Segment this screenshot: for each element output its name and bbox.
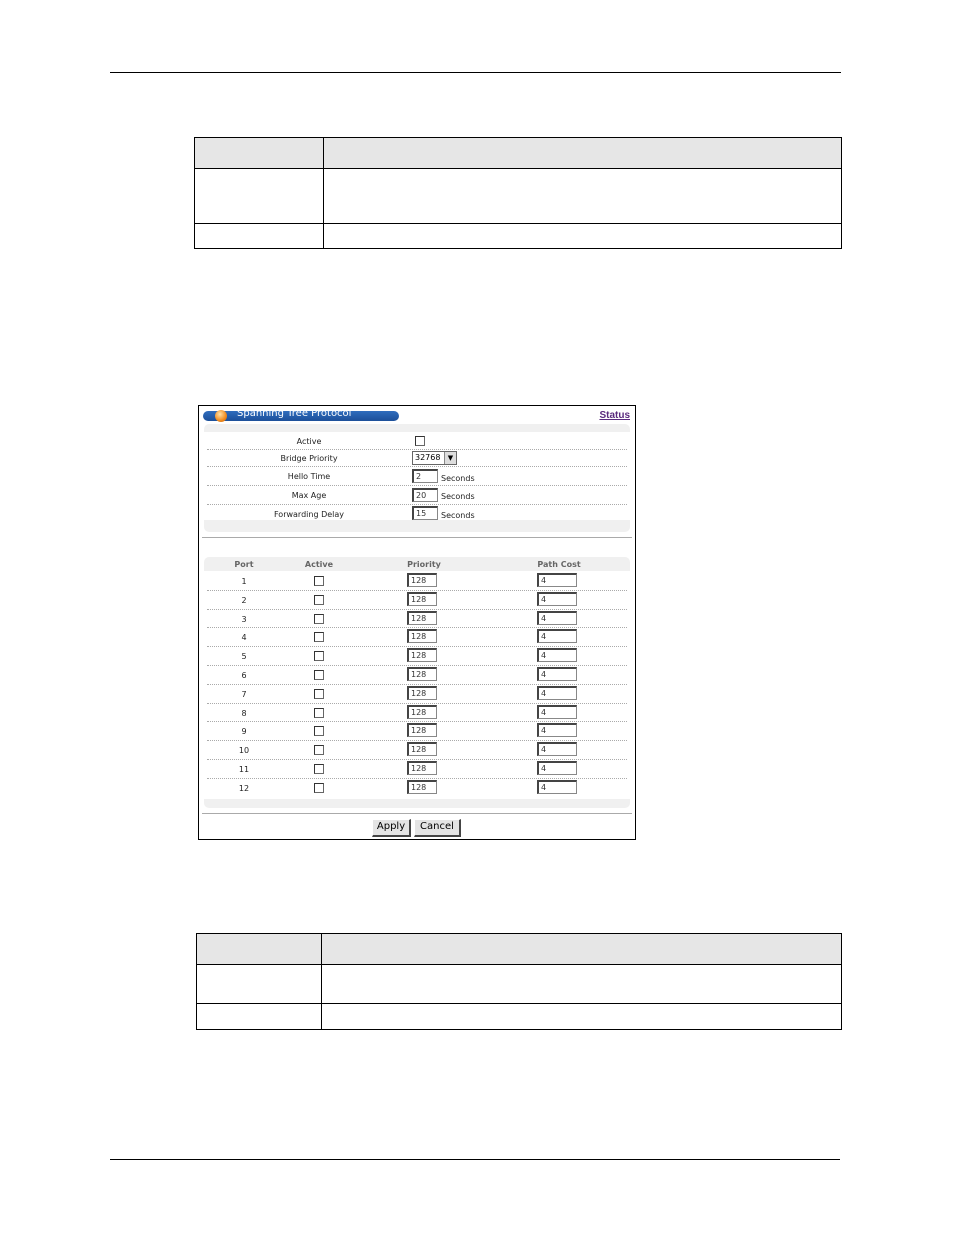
footer-rule bbox=[110, 1159, 840, 1160]
port-active-checkbox[interactable] bbox=[314, 614, 324, 624]
port-path-cost-input[interactable]: 4 bbox=[537, 592, 577, 606]
port-path-cost-input[interactable]: 4 bbox=[537, 648, 577, 662]
page-title: Spanning Tree Protocol bbox=[237, 408, 352, 419]
port-path-cost-input[interactable]: 4 bbox=[537, 723, 577, 737]
port-path-cost-input[interactable]: 4 bbox=[537, 780, 577, 794]
bridge-active-checkbox[interactable] bbox=[415, 436, 425, 446]
port-path-cost-input[interactable]: 4 bbox=[537, 705, 577, 719]
port-priority-input[interactable]: 128 bbox=[407, 592, 437, 606]
port-priority-input[interactable]: 128 bbox=[407, 705, 437, 719]
max-age-input[interactable]: 20 bbox=[412, 488, 438, 502]
port-number: 3 bbox=[241, 614, 247, 624]
port-priority-input[interactable]: 128 bbox=[407, 611, 437, 625]
port-active-checkbox[interactable] bbox=[314, 708, 324, 718]
port-priority-input[interactable]: 128 bbox=[407, 629, 437, 643]
bridge-settings-box bbox=[204, 424, 630, 532]
col-active-header: Active bbox=[304, 560, 334, 569]
port-active-checkbox[interactable] bbox=[314, 764, 324, 774]
port-active-checkbox[interactable] bbox=[314, 595, 324, 605]
section-divider bbox=[202, 537, 632, 538]
port-number: 6 bbox=[241, 671, 247, 680]
col-port-header: Port bbox=[234, 560, 254, 569]
port-priority-input[interactable]: 128 bbox=[407, 573, 437, 587]
port-active-checkbox[interactable] bbox=[314, 726, 324, 736]
status-link[interactable]: Status bbox=[599, 410, 630, 421]
port-priority-input[interactable]: 128 bbox=[407, 686, 437, 700]
apply-button[interactable]: Apply bbox=[372, 819, 411, 837]
port-path-cost-input[interactable]: 4 bbox=[537, 667, 577, 681]
port-active-checkbox[interactable] bbox=[314, 745, 324, 755]
port-priority-input[interactable]: 128 bbox=[407, 723, 437, 737]
port-row bbox=[207, 684, 627, 704]
port-priority-input[interactable]: 128 bbox=[407, 667, 437, 681]
port-row bbox=[207, 740, 627, 760]
port-row bbox=[207, 703, 627, 723]
port-row bbox=[207, 721, 627, 741]
port-row bbox=[207, 778, 627, 797]
bridge-priority-label: Bridge Priority bbox=[280, 454, 338, 463]
port-row bbox=[207, 646, 627, 666]
port-row bbox=[207, 627, 627, 647]
footer-divider bbox=[202, 813, 632, 814]
title-bar bbox=[203, 408, 399, 421]
orb-icon bbox=[215, 410, 227, 422]
col-path-cost-header: Path Cost bbox=[537, 560, 581, 569]
port-number: 8 bbox=[241, 708, 247, 718]
port-path-cost-input[interactable]: 4 bbox=[537, 573, 577, 587]
hello-time-label: Hello Time bbox=[287, 472, 331, 481]
port-number: 9 bbox=[241, 727, 247, 737]
col-priority-header: Priority bbox=[407, 560, 441, 569]
bridge-priority-select[interactable] bbox=[412, 451, 457, 465]
active-label: Active bbox=[296, 437, 322, 446]
port-active-checkbox[interactable] bbox=[314, 783, 324, 793]
port-number: 10 bbox=[238, 746, 250, 756]
ports-table-box bbox=[204, 557, 630, 808]
port-priority-input[interactable]: 128 bbox=[407, 742, 437, 756]
port-path-cost-input[interactable]: 4 bbox=[537, 742, 577, 756]
port-active-checkbox[interactable] bbox=[314, 576, 324, 586]
port-row bbox=[207, 571, 627, 591]
top-doc-table bbox=[194, 137, 842, 249]
port-path-cost-input[interactable]: 4 bbox=[537, 686, 577, 700]
port-active-checkbox[interactable] bbox=[314, 651, 324, 661]
port-active-checkbox[interactable] bbox=[314, 632, 324, 642]
port-number: 7 bbox=[241, 689, 247, 699]
port-row bbox=[207, 609, 627, 629]
stp-config-panel bbox=[198, 405, 636, 840]
port-path-cost-input[interactable]: 4 bbox=[537, 761, 577, 775]
header-rule bbox=[110, 72, 841, 73]
hello-time-unit: Seconds bbox=[441, 474, 475, 483]
port-path-cost-input[interactable]: 4 bbox=[537, 611, 577, 625]
chevron-down-icon: ▼ bbox=[444, 452, 456, 464]
port-priority-input[interactable]: 128 bbox=[407, 780, 437, 794]
port-number: 12 bbox=[238, 783, 250, 793]
port-row bbox=[207, 665, 627, 685]
port-number: 5 bbox=[241, 652, 247, 662]
max-age-unit: Seconds bbox=[441, 492, 475, 501]
port-priority-input[interactable]: 128 bbox=[407, 761, 437, 775]
forwarding-delay-input[interactable]: 15 bbox=[412, 506, 438, 520]
port-path-cost-input[interactable]: 4 bbox=[537, 629, 577, 643]
port-number: 1 bbox=[241, 577, 247, 586]
bridge-priority-value: 32768 bbox=[415, 453, 441, 462]
port-row bbox=[207, 759, 627, 779]
max-age-label: Max Age bbox=[291, 491, 327, 500]
port-active-checkbox[interactable] bbox=[314, 689, 324, 699]
cancel-button[interactable]: Cancel bbox=[414, 819, 461, 837]
port-number: 11 bbox=[238, 765, 250, 774]
port-active-checkbox[interactable] bbox=[314, 670, 324, 680]
bottom-doc-table bbox=[196, 933, 842, 1030]
forwarding-delay-unit: Seconds bbox=[441, 511, 475, 520]
port-number: 4 bbox=[241, 633, 247, 643]
forwarding-delay-label: Forwarding Delay bbox=[273, 510, 345, 519]
port-priority-input[interactable]: 128 bbox=[407, 648, 437, 662]
port-row bbox=[207, 590, 627, 610]
hello-time-input[interactable]: 2 bbox=[412, 469, 438, 483]
port-number: 2 bbox=[241, 595, 247, 605]
